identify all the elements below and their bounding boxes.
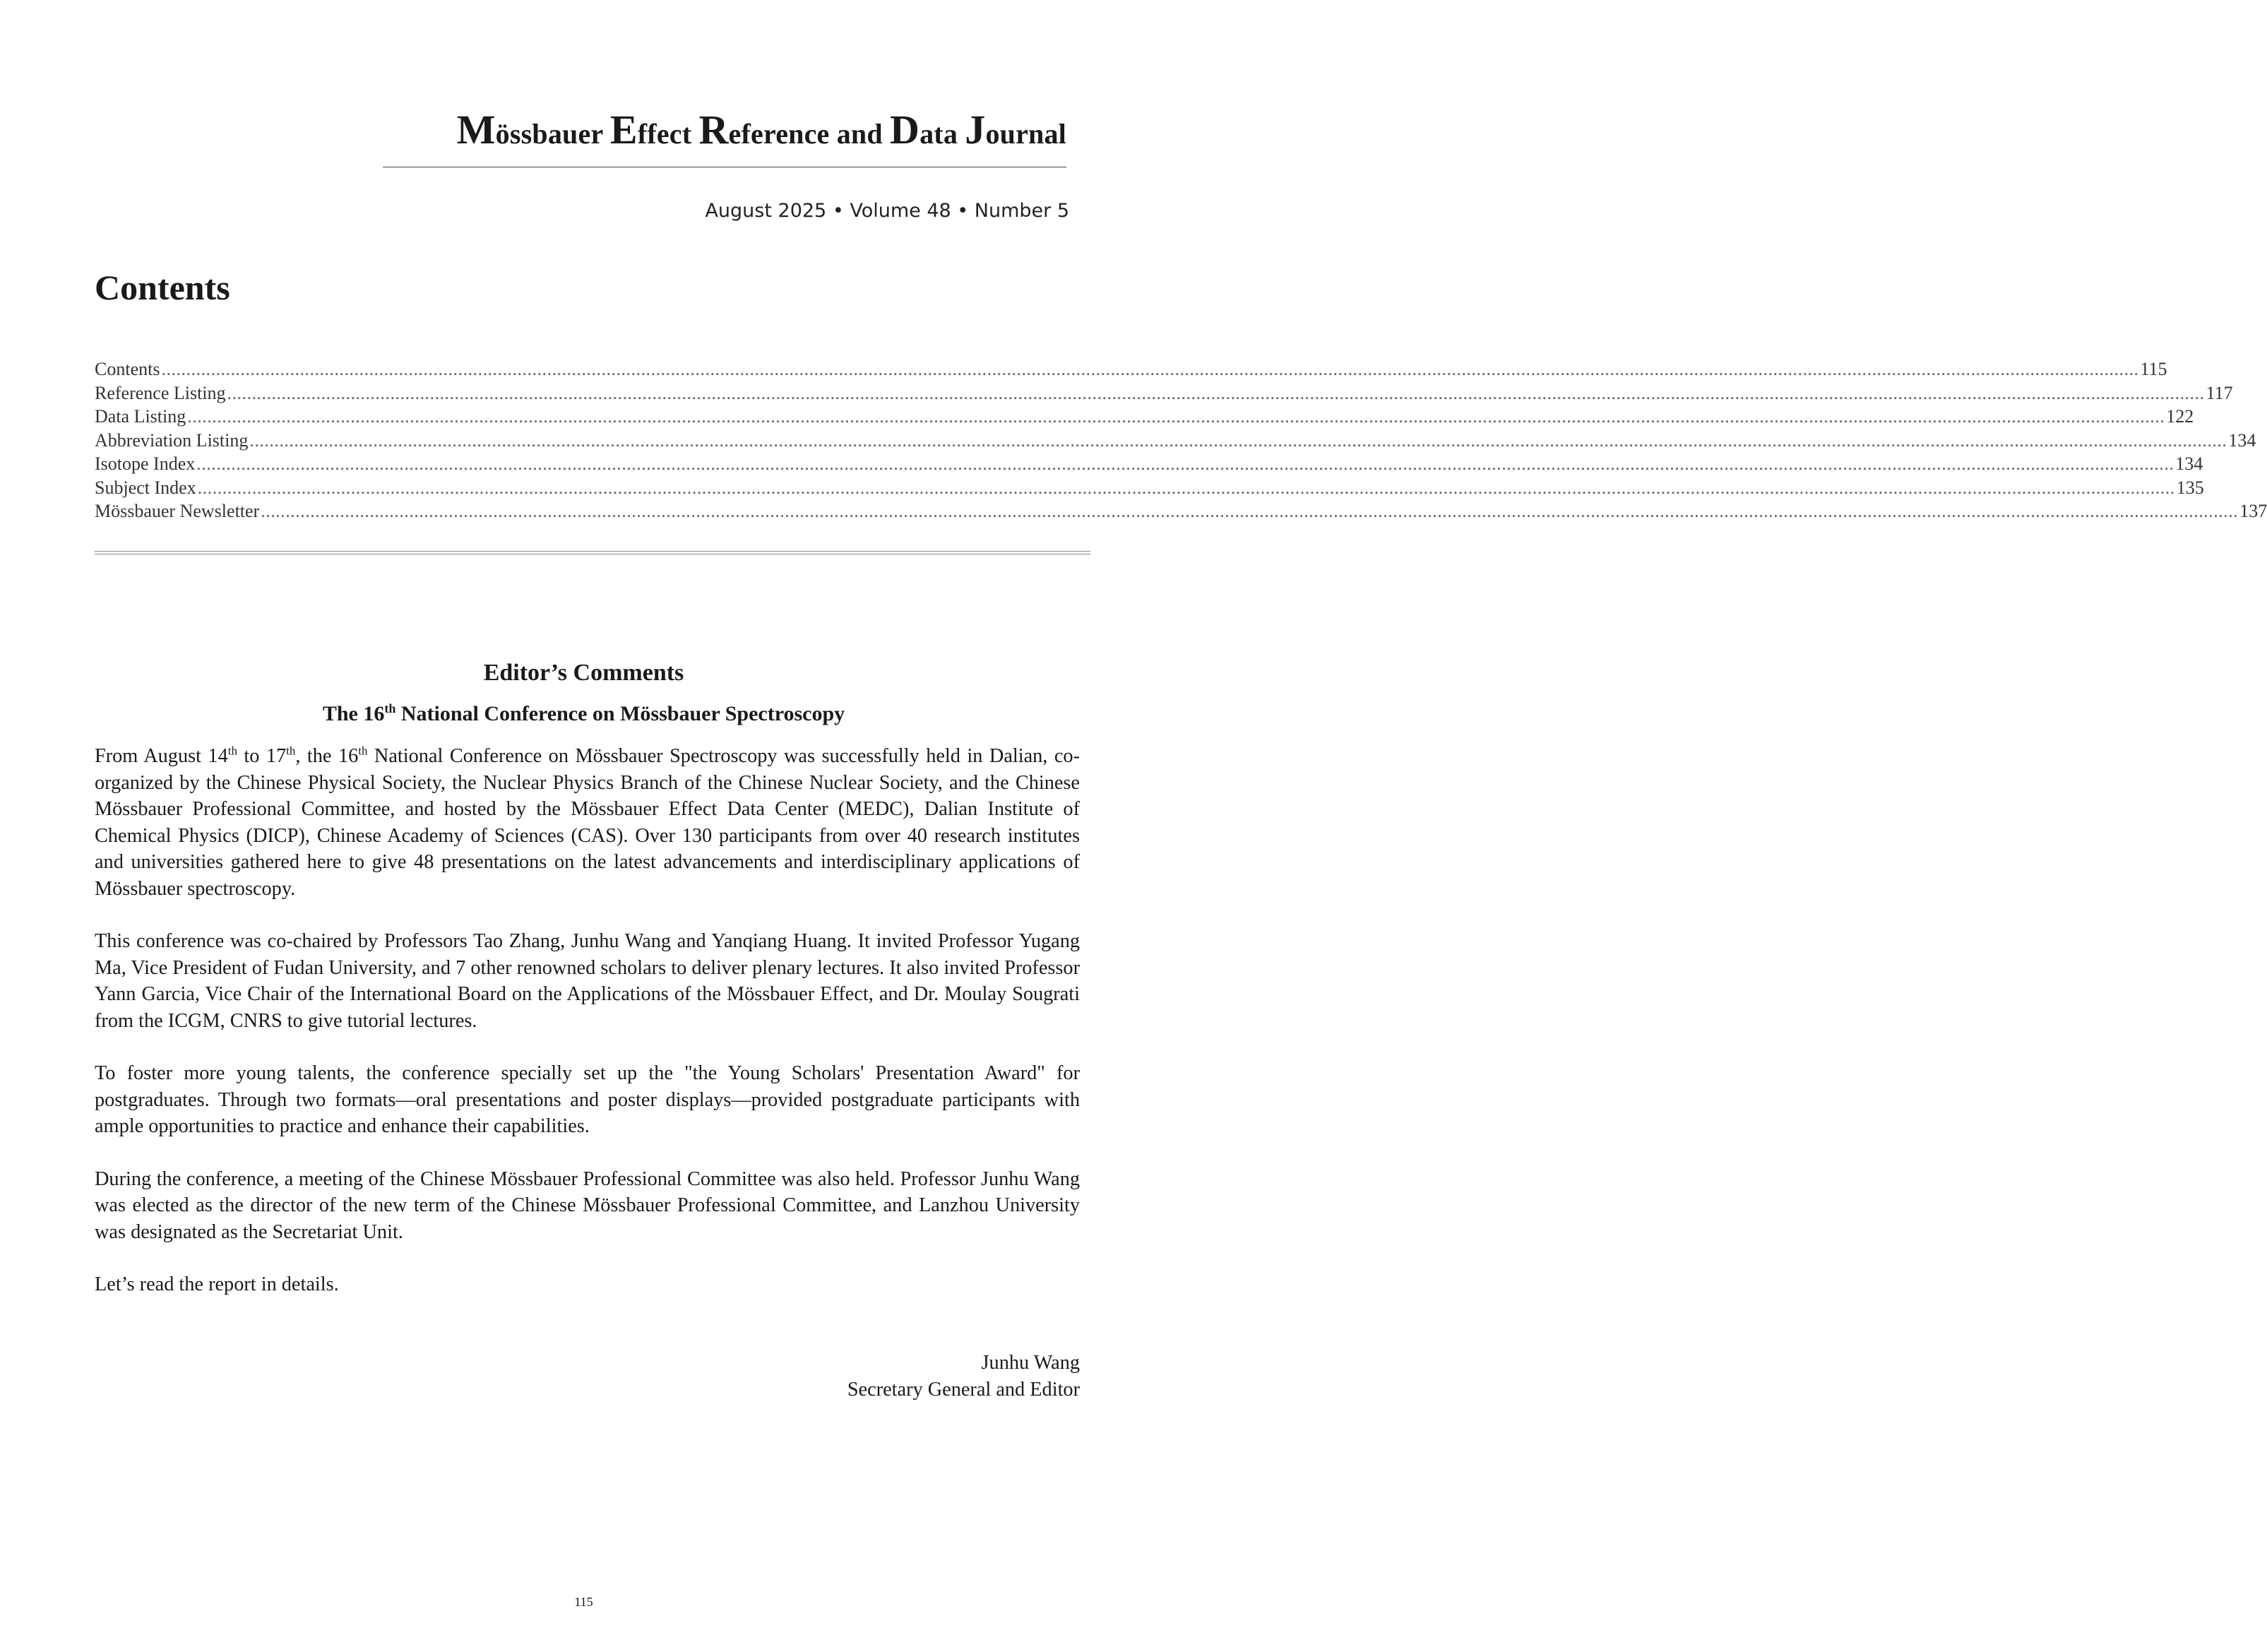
ordinal-suffix: th xyxy=(227,744,237,758)
masthead-word-data: ata xyxy=(920,118,965,150)
masthead-word-effect: ffect xyxy=(637,118,699,150)
toc-page-number: 122 xyxy=(2166,406,2194,427)
paragraph-intro xyxy=(95,743,1080,902)
toc-entry-subject-index[interactable] xyxy=(95,477,2204,501)
toc-label: Isotope Index xyxy=(95,453,196,474)
ordinal-suffix: th xyxy=(358,744,368,758)
toc-page-number: 134 xyxy=(2228,429,2256,451)
toc-leader-dots: ................................................................................................................................................................................................................................................................................................................................................................................................................ xyxy=(197,477,2175,498)
masthead-initial-e: E xyxy=(609,107,638,153)
text-run: to 17 xyxy=(237,745,287,767)
toc-label: Data Listing xyxy=(95,406,186,427)
masthead-word-reference: eference and xyxy=(728,118,891,150)
journal-masthead xyxy=(381,106,1066,153)
toc-entry-mossbauer-newsletter[interactable] xyxy=(95,501,2267,525)
ordinal-suffix: th xyxy=(384,701,396,715)
toc-leader-dots: ................................................................................................................................................................................................................................................................................................................................................................................................................ xyxy=(187,406,2165,427)
toc-page-number: 134 xyxy=(2175,453,2203,474)
toc-leader-dots: ................................................................................................................................................................................................................................................................................................................................................................................................................ xyxy=(261,501,2239,521)
toc-label: Reference Listing xyxy=(95,382,226,403)
page-number: 115 xyxy=(574,1595,593,1609)
subheading-text: The 16 xyxy=(322,702,385,725)
text-run: , the 16 xyxy=(295,745,359,767)
editorial-body xyxy=(95,743,1080,1324)
toc-leader-dots: ................................................................................................................................................................................................................................................................................................................................................................................................................ xyxy=(196,453,2174,474)
editor-name: Junhu Wang xyxy=(981,1352,1080,1374)
paragraph-cochairs: This conference was co-chaired by Professors Tao Zhang, Junhu Wang and Yanqiang Huang. It invited Professor Yugang Ma, Vice President of Fudan University, and 7 other renowned scholars to deliver plenary lectures. It also invited Professor Yann Garcia, Vice Chair of the International Board on the Applications of the Mössbauer Effect, and Dr. Moulay Sougrati from the ICGM, CNRS to give tutorial lectures. xyxy=(95,930,1080,1032)
masthead-word-mossbauer: össbauer xyxy=(495,118,610,150)
paragraph-closing: Let’s read the report in details. xyxy=(95,1273,339,1295)
ordinal-suffix: th xyxy=(286,744,296,758)
editor-title: Secretary General and Editor xyxy=(847,1379,1080,1401)
masthead-initial-d: D xyxy=(890,107,920,153)
masthead-initial-m: M xyxy=(456,107,496,153)
toc-entry-contents[interactable] xyxy=(95,359,2167,383)
text-run: From August 14 xyxy=(95,745,228,767)
text-run: National Conference on Mössbauer Spectroscopy was successfully held in Dalian, co-organized by the Chinese Physical Society, the Nuclear Physics Branch of the Chinese Nuclear Society, and the Chinese Mössbauer Professional Committee, and hosted by the Mössbauer Effect Data Center (MEDC), Dalian Institute of Chemical Physics (DICP), Chinese Academy of Sciences (CAS). Over 130 participants from over 40 research institutes and universities gathered here to give 48 presentations on the latest advancements and interdisciplinary applications of Mössbauer spectroscopy. xyxy=(95,745,1080,900)
toc-label: Contents xyxy=(95,359,160,379)
masthead-initial-r: R xyxy=(698,107,729,153)
toc-entry-data-listing[interactable] xyxy=(95,406,2194,430)
issue-info: August 2025 • Volume 48 • Number 5 xyxy=(705,200,1069,222)
toc-label: Mössbauer Newsletter xyxy=(95,501,260,521)
masthead-initial-j: J xyxy=(965,107,986,153)
toc-leader-dots: ................................................................................................................................................................................................................................................................................................................................................................................................................ xyxy=(161,359,2139,379)
paragraph-young-talents: To foster more young talents, the conference specially set up the "the Young Scholars' Presentation Award" for postgraduates. Through two formats—oral presentations and poster displays—provided postgraduate participants with ample opportunities to practice and enhance their capabilities. xyxy=(95,1062,1080,1137)
masthead-word-journal: ournal xyxy=(985,118,1066,150)
paragraph-committee-meeting: During the conference, a meeting of the Chinese Mössbauer Professional Committee was also held. Professor Junhu Wang was elected as the director of the new term of the Chinese Mössbauer Professional Committee, and Lanzhou University was designated as the Secretariat Unit. xyxy=(95,1167,1080,1243)
toc-label: Subject Index xyxy=(95,477,196,498)
toc-page-number: 115 xyxy=(2140,359,2167,379)
toc-entry-reference-listing[interactable] xyxy=(95,382,2233,407)
editorial-subheading xyxy=(0,702,1167,726)
toc-label: Abbreviation Listing xyxy=(95,429,249,451)
toc-page-number: 117 xyxy=(2206,382,2233,403)
contents-heading: Contents xyxy=(95,268,230,307)
toc-leader-dots: ................................................................................................................................................................................................................................................................................................................................................................................................................ xyxy=(249,429,2227,451)
toc-leader-dots: ................................................................................................................................................................................................................................................................................................................................................................................................................ xyxy=(227,382,2205,403)
editor-signature xyxy=(636,1350,1080,1403)
toc-page-number: 135 xyxy=(2176,477,2204,498)
section-divider xyxy=(95,551,1090,554)
toc-entry-isotope-index[interactable] xyxy=(95,453,2203,477)
toc-page-number: 137 xyxy=(2239,501,2267,521)
toc-entry-abbreviation-listing[interactable] xyxy=(95,429,2256,454)
subheading-text: National Conference on Mössbauer Spectroscopy xyxy=(395,702,845,725)
editorial-heading: Editor’s Comments xyxy=(483,660,684,686)
table-of-contents xyxy=(95,359,2267,525)
